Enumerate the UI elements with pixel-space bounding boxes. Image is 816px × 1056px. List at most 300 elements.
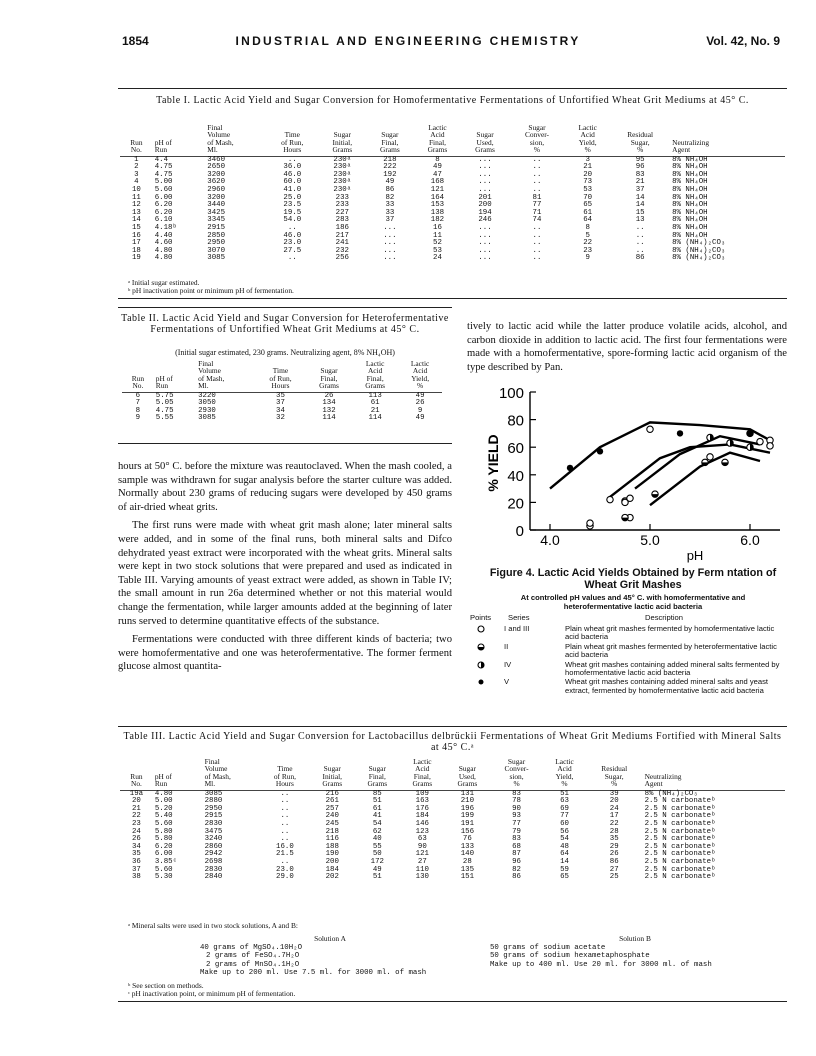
table-cell: 28 bbox=[462, 857, 472, 866]
table-cell: 27 bbox=[417, 857, 427, 866]
column-header: Neutralizing Agent bbox=[643, 758, 785, 790]
table-cell: 6.00 bbox=[154, 193, 173, 202]
table-cell: 121 bbox=[415, 850, 429, 859]
table-cell: 2.5 N carbonateᵇ bbox=[644, 850, 716, 859]
table2-top-rule bbox=[118, 307, 452, 308]
table-cell: 2.5 N carbonateᵇ bbox=[644, 857, 716, 866]
legend-description: Wheat grit mashes containing added mineral salts and yeast extract, fermented by homofermentative lactic acid bacteria bbox=[565, 677, 769, 695]
table-cell: 48 bbox=[560, 842, 569, 851]
table-cell: 2830 bbox=[204, 820, 223, 828]
data-point bbox=[677, 430, 683, 436]
table-cell: 23 bbox=[131, 820, 141, 828]
page-number: 1854 bbox=[122, 34, 149, 48]
table-cell: 32 bbox=[276, 414, 285, 423]
table-cell: 196 bbox=[460, 804, 475, 813]
table-cell: 77 bbox=[512, 820, 521, 828]
figure4-chart bbox=[470, 380, 800, 570]
table-cell: .. bbox=[280, 835, 290, 844]
table-cell: 8% NH₄OH bbox=[672, 170, 708, 179]
table-cell: 46.0 bbox=[283, 170, 302, 179]
table-cell: 2950 bbox=[204, 804, 223, 813]
table-cell: 2860 bbox=[204, 842, 223, 851]
table-cell: 63 bbox=[417, 835, 427, 844]
table-cell: 3460 bbox=[207, 155, 226, 164]
legend-description: Plain wheat grit mashes fermented by homofermentative lactic acid bacteria bbox=[565, 624, 775, 642]
filled-circle-marker-icon bbox=[476, 678, 486, 688]
table-cell: 230ᵃ bbox=[333, 186, 352, 194]
body-text-right bbox=[467, 320, 787, 374]
table1-bottom-rule bbox=[118, 298, 787, 299]
data-point bbox=[587, 520, 593, 526]
table-cell: 16 bbox=[131, 231, 141, 240]
x-tick-label: 5.0 bbox=[640, 532, 660, 548]
table-cell: 2.5 N carbonateᵇ bbox=[644, 873, 716, 882]
table-cell: 4.4 bbox=[154, 155, 169, 164]
table-cell: ... bbox=[478, 186, 492, 194]
table-cell: 2830 bbox=[204, 865, 223, 874]
solution-a-title: Solution A bbox=[314, 934, 346, 943]
table-cell: 27.5 bbox=[283, 246, 302, 255]
table-cell: 222 bbox=[383, 163, 397, 172]
table-cell: 82 bbox=[385, 193, 395, 202]
table-cell: 24 bbox=[433, 254, 442, 263]
data-point bbox=[757, 438, 763, 444]
table-cell: .. bbox=[532, 254, 542, 263]
table-cell: ... bbox=[478, 178, 492, 187]
solution-b-line: 50 grams of sodium hexametaphosphate bbox=[490, 952, 650, 961]
table-cell: 8% NH₄OH bbox=[672, 155, 708, 164]
table-cell: 233 bbox=[335, 193, 349, 202]
column-header: Time of Run, Hours bbox=[260, 758, 310, 790]
column-header: Sugar Used, Grams bbox=[461, 124, 509, 156]
table-cell: 26 bbox=[609, 850, 619, 859]
table-cell: ... bbox=[383, 254, 397, 263]
column-header: pH of Run bbox=[154, 360, 196, 392]
table-cell: 11 bbox=[433, 231, 442, 240]
table-cell: .. bbox=[635, 239, 645, 248]
table-cell: ... bbox=[478, 223, 492, 232]
table-cell: 5.00 bbox=[154, 797, 173, 806]
table2-note: (Initial sugar estimated, 230 grams. Neutralizing agent, 8% NH₄OH) bbox=[175, 348, 395, 357]
table-cell: 2.5 N carbonateᵇ bbox=[644, 835, 716, 844]
table-cell: 16.0 bbox=[276, 842, 294, 851]
table-cell: 21 bbox=[370, 406, 380, 415]
table-cell: 8% (NH₄)₂CO₃ bbox=[672, 239, 726, 248]
table-cell: 22 bbox=[131, 812, 141, 821]
table-cell: 151 bbox=[460, 873, 475, 882]
table-cell: 4.60 bbox=[154, 239, 173, 248]
table-cell: 76 bbox=[462, 835, 472, 844]
table-cell: 6 bbox=[135, 391, 141, 400]
table-cell: 51 bbox=[372, 797, 382, 806]
table-cell: 29.0 bbox=[276, 873, 294, 882]
table-cell: 26 bbox=[415, 399, 425, 408]
table-cell: 6.20 bbox=[154, 208, 173, 217]
legend-col-description: Description bbox=[645, 613, 683, 622]
table-cell: .. bbox=[280, 820, 290, 828]
table-cell: 9 bbox=[135, 414, 141, 423]
table-cell: 20 bbox=[583, 170, 593, 179]
x-axis-label: pH bbox=[686, 548, 704, 563]
half-filled-right-circle-icon bbox=[476, 661, 486, 671]
table-cell: 41.0 bbox=[283, 186, 302, 194]
table-cell: 123 bbox=[415, 827, 429, 836]
table-cell: 5.60 bbox=[154, 865, 173, 874]
table-cell: 182 bbox=[430, 216, 445, 225]
data-point bbox=[597, 448, 603, 454]
table-cell: ... bbox=[478, 239, 492, 248]
column-header: Run No. bbox=[120, 124, 153, 156]
column-header: Sugar Conver- sion, % bbox=[490, 758, 543, 790]
table-cell: 64 bbox=[583, 216, 593, 225]
y-tick-label: 0 bbox=[515, 523, 524, 540]
table-cell: 51 bbox=[560, 789, 569, 798]
table3-footnote-c: ᶜ pH inactivation point, or minimum pH of fermentation. bbox=[128, 989, 296, 998]
table-cell: 218 bbox=[325, 827, 339, 836]
table-cell: 9 bbox=[585, 254, 590, 263]
table-cell: 192 bbox=[383, 170, 397, 179]
table-cell: 201 bbox=[478, 193, 492, 202]
table-cell: 5.80 bbox=[154, 827, 173, 836]
table-cell: 33 bbox=[385, 201, 395, 210]
table-cell: 14 bbox=[635, 201, 645, 210]
table-cell: 8% NH₄OH bbox=[672, 231, 708, 240]
table-cell: 200 bbox=[325, 857, 339, 866]
table-cell: .. bbox=[287, 155, 297, 164]
table-cell: .. bbox=[635, 246, 645, 255]
table-cell: 3070 bbox=[207, 246, 226, 255]
table-cell: 2950 bbox=[207, 239, 226, 248]
table-cell: 15 bbox=[131, 223, 141, 232]
table-cell: .. bbox=[532, 163, 542, 172]
table-cell: 77 bbox=[560, 812, 569, 821]
table-cell: .. bbox=[532, 231, 542, 240]
table-cell: 35 bbox=[276, 391, 285, 400]
table-cell: 4.80 bbox=[154, 789, 173, 798]
table-cell: 40 bbox=[372, 835, 382, 844]
table-cell: 2915 bbox=[207, 223, 226, 232]
table-cell: 5.30 bbox=[154, 873, 173, 882]
table-cell: 8% NH₄OH bbox=[672, 193, 708, 202]
table-cell: 38 bbox=[131, 873, 141, 882]
table-cell: 96 bbox=[635, 163, 645, 172]
table-cell: 54.0 bbox=[283, 216, 302, 225]
table-cell: 3 bbox=[134, 170, 139, 179]
legend-series: IV bbox=[504, 659, 512, 669]
table-cell: 146 bbox=[415, 820, 429, 828]
table-cell: 61 bbox=[372, 804, 382, 813]
table1-top-rule bbox=[118, 88, 787, 89]
table-cell: 163 bbox=[415, 797, 429, 806]
table-cell: 53 bbox=[433, 246, 442, 255]
table-cell: 54 bbox=[372, 820, 382, 828]
table-cell: 2 bbox=[134, 163, 139, 172]
table-cell: .. bbox=[532, 246, 542, 255]
table-cell: 86 bbox=[385, 186, 395, 194]
table-cell: 64 bbox=[560, 850, 569, 859]
table-cell: 140 bbox=[460, 850, 475, 859]
table-cell: ... bbox=[478, 170, 492, 179]
table2 bbox=[122, 360, 442, 423]
body-text-left bbox=[118, 460, 452, 674]
solution-a-line: 2 grams of MnSO₄.1H₂O bbox=[206, 960, 300, 969]
table-cell: 20 bbox=[131, 797, 141, 806]
table-cell: 61 bbox=[583, 208, 593, 217]
table-cell: 190 bbox=[325, 850, 339, 859]
table-cell: 24 bbox=[131, 827, 141, 836]
table-cell: 8% NH₄OH bbox=[672, 208, 708, 217]
table-cell: 4.18ᵇ bbox=[154, 223, 177, 232]
table-cell: 23.5 bbox=[283, 201, 302, 210]
table-cell: 82 bbox=[512, 865, 521, 874]
table-cell: 19a bbox=[129, 789, 144, 798]
table-cell: 2850 bbox=[207, 231, 226, 240]
table-cell: 5.75 bbox=[155, 391, 174, 400]
table-cell: 61 bbox=[370, 399, 380, 408]
table-cell: 35 bbox=[131, 850, 141, 859]
table-cell: 34 bbox=[276, 406, 285, 415]
table-cell: 62 bbox=[372, 827, 382, 836]
table-cell: 73 bbox=[583, 178, 593, 187]
table-cell: 49 bbox=[385, 178, 395, 187]
table-cell: 79 bbox=[512, 827, 521, 836]
volume-info: Vol. 42, No. 9 bbox=[706, 34, 780, 48]
legend-header bbox=[470, 614, 788, 624]
table-cell: 230ᵃ bbox=[333, 170, 352, 179]
table-cell: 2.5 N carbonateᵇ bbox=[644, 812, 716, 821]
table3-bottom-rule bbox=[118, 1001, 787, 1002]
table-cell: 24 bbox=[609, 804, 619, 813]
legend-series: V bbox=[504, 677, 510, 687]
table-cell: 8% NH₄OH bbox=[672, 201, 708, 210]
table-cell: 18 bbox=[131, 246, 141, 255]
table-cell: 90 bbox=[512, 804, 521, 813]
table-cell: 8% (NH₄)₂CO₃ bbox=[672, 246, 726, 255]
table-cell: 68 bbox=[512, 842, 521, 851]
solution-b-line: 50 grams of sodium acetate bbox=[490, 944, 606, 953]
table-cell: 37 bbox=[131, 865, 141, 874]
legend-row bbox=[470, 625, 788, 642]
table-cell: 37 bbox=[276, 399, 285, 408]
table-cell: 34 bbox=[131, 842, 141, 851]
table-cell: 2.5 N carbonateᵇ bbox=[644, 842, 716, 851]
table-cell: 13 bbox=[635, 216, 645, 225]
table-cell: 2960 bbox=[207, 186, 226, 194]
paragraph: hours at 50° C. before the mixture was reautoclaved. When the mash cooled, a sample was withdrawn for sugar analysis before the starter culture was added. Normally about 230 grams of reducing sugars were developed by 450 grams of air-dried wheat grits. bbox=[118, 461, 452, 513]
column-header: Neutralizing Agent bbox=[670, 124, 785, 156]
table-cell: 96 bbox=[512, 857, 521, 866]
table-cell: 63 bbox=[560, 797, 569, 806]
table-cell: 60 bbox=[560, 820, 569, 828]
table-cell: 184 bbox=[415, 812, 429, 821]
y-axis-label: % YIELD bbox=[485, 434, 501, 492]
table-cell: 22 bbox=[583, 239, 593, 248]
table-cell: 114 bbox=[322, 414, 336, 423]
table-cell: 121 bbox=[430, 186, 445, 194]
table-cell: 25.0 bbox=[283, 193, 302, 202]
table-cell: 16 bbox=[433, 223, 442, 232]
table-cell: 21 bbox=[131, 804, 141, 813]
table-cell: 5.40 bbox=[154, 812, 173, 821]
column-header: Sugar Initial, Grams bbox=[319, 124, 367, 156]
table-cell: 83 bbox=[512, 789, 521, 798]
table-cell: 227 bbox=[335, 208, 349, 217]
table-cell: 3240 bbox=[204, 835, 223, 844]
column-header: Sugar Final, Grams bbox=[355, 758, 400, 790]
table2-caption: Table II. Lactic Acid Yield and Sugar Conversion for Heterofermentative Fermentations of Unfortified Wheat Grit Mediums at 45° C. bbox=[121, 313, 449, 335]
table-cell: 176 bbox=[415, 804, 429, 813]
table-cell: 2915 bbox=[204, 812, 223, 821]
table-cell: 3 bbox=[585, 155, 590, 164]
y-tick-label: 100 bbox=[498, 385, 524, 402]
legend-col-points: Points bbox=[470, 613, 492, 622]
table-row bbox=[120, 255, 785, 263]
table-cell: .. bbox=[532, 178, 542, 187]
table-cell: 8% (NH₄)₂CO₃ bbox=[644, 789, 698, 798]
table-cell: ... bbox=[478, 246, 492, 255]
table-cell: 4.75 bbox=[155, 406, 174, 415]
table-cell: 69 bbox=[560, 804, 569, 813]
table-cell: 37 bbox=[635, 186, 645, 194]
table-cell: 3220 bbox=[198, 391, 216, 400]
table-cell: 245 bbox=[325, 820, 339, 828]
column-header: Sugar Final, Grams bbox=[366, 124, 414, 156]
table-cell: 2930 bbox=[198, 406, 216, 415]
table-cell: .. bbox=[280, 827, 290, 836]
table-cell: 210 bbox=[460, 797, 475, 806]
table-cell: 25 bbox=[609, 873, 619, 882]
table-cell: 116 bbox=[325, 835, 339, 844]
table-cell: 23.0 bbox=[276, 865, 294, 874]
table1-footnote-a: ᵃ Initial sugar estimated. bbox=[128, 278, 200, 287]
table-cell: 184 bbox=[325, 865, 339, 874]
table-cell: 3200 bbox=[207, 193, 226, 202]
legend-row bbox=[470, 661, 788, 678]
column-header: Residual Sugar, % bbox=[610, 124, 670, 156]
table-cell: .. bbox=[635, 231, 645, 240]
table-cell: 194 bbox=[478, 208, 492, 217]
figure4-title: Figure 4. Lactic Acid Yields Obtained by Ferm ntation of Wheat Grit Mashes bbox=[489, 567, 777, 591]
table-cell: 230ᵃ bbox=[333, 178, 352, 187]
table-cell: 3200 bbox=[207, 170, 226, 179]
table-cell: ... bbox=[478, 254, 492, 263]
table-cell: 3.85ᶜ bbox=[154, 857, 178, 866]
table-cell: 241 bbox=[335, 239, 349, 248]
solution-a-line: 2 grams of FeSO₄.7H₂O bbox=[206, 952, 300, 961]
table-cell: 26 bbox=[324, 391, 334, 400]
table-cell: 191 bbox=[460, 820, 475, 828]
table-cell: 14 bbox=[131, 216, 141, 225]
figure4-legend bbox=[470, 614, 788, 696]
table-cell: 3085 bbox=[198, 414, 216, 423]
table-cell: 216 bbox=[325, 789, 339, 798]
table-cell: 188 bbox=[325, 842, 339, 851]
table-cell: 15 bbox=[635, 208, 645, 217]
table-cell: 6.20 bbox=[154, 201, 173, 210]
table-cell: 71 bbox=[532, 208, 542, 217]
solution-a-line: 40 grams of MgSO₄.10H₂O bbox=[200, 944, 303, 953]
data-point bbox=[747, 430, 753, 436]
table-cell: .. bbox=[280, 789, 290, 798]
table-cell: 5.80 bbox=[154, 835, 173, 844]
table-cell: 19.5 bbox=[283, 208, 302, 217]
table-cell: 41 bbox=[372, 812, 382, 821]
table-cell: 86 bbox=[512, 873, 521, 882]
table-cell: 114 bbox=[368, 414, 382, 423]
column-header: Time of Run, Hours bbox=[255, 360, 306, 392]
table-cell: 36.0 bbox=[283, 163, 302, 172]
table-cell: 4.80 bbox=[154, 246, 173, 255]
table-cell: 65 bbox=[583, 201, 593, 210]
table-cell: 257 bbox=[325, 804, 339, 813]
table-cell: 4.40 bbox=[154, 231, 173, 240]
table-cell: 52 bbox=[433, 239, 442, 248]
table-cell: 199 bbox=[460, 812, 475, 821]
table-cell: .. bbox=[287, 254, 297, 263]
table-cell: 3620 bbox=[207, 178, 226, 187]
table-row bbox=[120, 874, 785, 882]
figure4-subtitle: At controlled pH values and 45° C. with homofermentative and heterofermentative lactic acid bacteria bbox=[520, 593, 746, 611]
table-cell: 55 bbox=[372, 842, 382, 851]
table-cell: 113 bbox=[368, 391, 382, 400]
table3-footnote-a: ᵃ Mineral salts were used in two stock solutions, A and B: bbox=[128, 921, 298, 930]
table-cell: 74 bbox=[532, 216, 542, 225]
table3-caption: Table III. Lactic Acid Yield and Sugar Conversion for Lactobacillus delbrückii Fermentations of Wheat Grit Mediums Fortified with Mineral Salts at 45° C.ᵃ bbox=[123, 731, 782, 753]
data-point bbox=[567, 465, 573, 471]
column-header: Lactic Acid Final, Grams bbox=[352, 360, 398, 392]
table-cell: 17 bbox=[609, 812, 619, 821]
table-cell: 133 bbox=[460, 842, 475, 851]
column-header: Lactic Acid Final, Grams bbox=[400, 758, 445, 790]
table-cell: 49 bbox=[433, 163, 442, 172]
table-cell: 21 bbox=[635, 178, 645, 187]
column-header: Lactic Acid Yield, % bbox=[543, 758, 586, 790]
column-header: Lactic Acid Final, Grams bbox=[414, 124, 462, 156]
table-cell: 27 bbox=[609, 865, 619, 874]
solution-a-line: Make up to 200 ml. Use 7.5 ml. for 3000 ml. of mash bbox=[200, 968, 427, 977]
column-header: Sugar Final, Grams bbox=[306, 360, 352, 392]
table3 bbox=[120, 758, 785, 882]
table-cell: 5.00 bbox=[154, 178, 173, 187]
table-cell: 2.5 N carbonateᵇ bbox=[644, 804, 716, 813]
table-cell: 6.10 bbox=[154, 216, 173, 225]
solution-b-title: Solution B bbox=[619, 934, 651, 943]
table-cell: 11 bbox=[131, 193, 141, 202]
table-cell: 2942 bbox=[204, 850, 223, 859]
table-cell: 8% NH₄OH bbox=[672, 178, 708, 187]
column-header: Final Volume of Mash, Ml. bbox=[196, 360, 255, 392]
column-header: Run No. bbox=[122, 360, 154, 392]
table-cell: 53 bbox=[583, 186, 593, 194]
table-cell: 3345 bbox=[207, 216, 226, 225]
table-cell: 131 bbox=[460, 789, 475, 798]
data-point bbox=[627, 495, 633, 501]
figure4-caption bbox=[478, 567, 788, 611]
table-cell: 172 bbox=[370, 857, 384, 866]
table-cell: 86 bbox=[635, 254, 645, 263]
table-cell: 35 bbox=[609, 835, 619, 844]
table-cell: 135 bbox=[460, 865, 475, 874]
table-cell: 70 bbox=[583, 193, 593, 202]
paragraph: Fermentations were conducted with three different kinds of bacteria; two were homofermentative and one was heterofermentative. The former ferment glucose almost quantita- bbox=[118, 634, 452, 673]
table-cell: 2.5 N carbonateᵇ bbox=[644, 797, 716, 806]
table-cell: 5.20 bbox=[154, 804, 173, 813]
legend-series: II bbox=[504, 641, 509, 651]
legend-row bbox=[470, 678, 788, 695]
table-cell: 8% (NH₄)₂CO₃ bbox=[672, 254, 726, 263]
table-cell: 8% NH₄OH bbox=[672, 223, 708, 232]
table-cell: 46.0 bbox=[283, 231, 302, 240]
